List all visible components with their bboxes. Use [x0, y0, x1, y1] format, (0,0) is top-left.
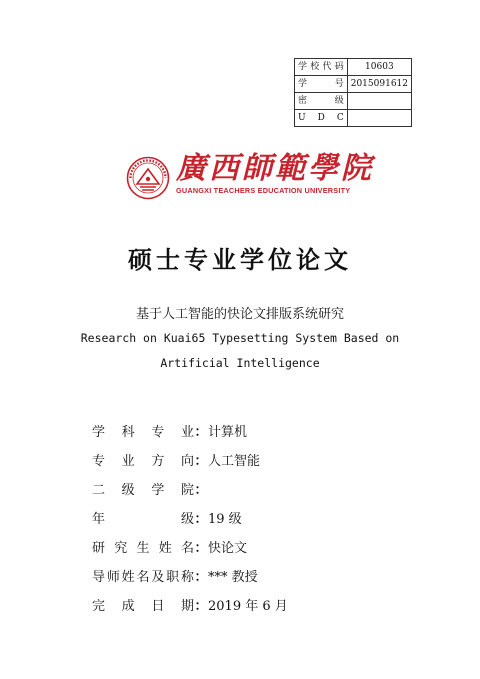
field-colon: ：: [194, 512, 208, 527]
field-direction: [92, 451, 392, 480]
logo-chinese-name: 廣西師範學院: [176, 151, 374, 186]
university-logo: [126, 151, 374, 200]
info-value: [347, 93, 411, 110]
field-value: *** 教授: [208, 570, 258, 585]
thesis-title-english: Research on Kuai65 Typesetting System Based on Artificial Intelligence: [80, 331, 400, 370]
info-label: 学校代码: [295, 59, 348, 76]
field-student-name: [92, 538, 392, 567]
degree-title: 硕士专业学位论文: [128, 246, 352, 274]
info-row-secrecy: [295, 93, 412, 110]
field-value: 19 级: [208, 512, 242, 527]
field-colon: ：: [194, 541, 208, 556]
field-label: 年级: [92, 512, 194, 527]
info-label: 学 号: [295, 76, 348, 93]
field-colon: ：: [194, 425, 208, 440]
info-row-school-code: [295, 59, 412, 76]
field-label: 专业方向: [92, 454, 194, 469]
field-value: 2019 年 6 月: [208, 599, 288, 614]
field-label: 导师姓名及职称: [92, 570, 194, 585]
field-major: [92, 422, 392, 451]
info-row-udc: [295, 110, 412, 127]
field-value: 人工智能: [208, 454, 261, 469]
info-value: 2015091612: [347, 76, 411, 93]
field-completion-date: [92, 596, 392, 625]
field-value: 计算机: [208, 425, 248, 440]
info-row-student-id: [295, 76, 412, 93]
info-value: 10603: [347, 59, 411, 76]
field-colon: ：: [194, 454, 208, 469]
thesis-info-fields: [92, 422, 392, 625]
university-seal-icon: [126, 156, 170, 200]
field-grade: [92, 509, 392, 538]
field-label: 学科专业: [92, 425, 194, 440]
field-college: [92, 480, 392, 509]
field-label: 完成日期: [92, 599, 194, 614]
field-supervisor: [92, 567, 392, 596]
field-colon: ：: [194, 483, 208, 498]
school-info-table: [294, 58, 412, 127]
field-label: 研究生姓名: [92, 541, 194, 556]
info-label: U D C: [295, 110, 348, 127]
thesis-title-chinese: 基于人工智能的快论文排版系统研究: [135, 307, 344, 322]
logo-english-name: GUANGXI TEACHERS EDUCATION UNIVERSITY: [176, 186, 351, 195]
field-label: 二级学院: [92, 483, 194, 498]
field-colon: ：: [194, 599, 208, 614]
info-value: [347, 110, 411, 127]
info-label: 密 级: [295, 93, 348, 110]
field-colon: ：: [194, 570, 208, 585]
field-value: 快论文: [208, 541, 248, 556]
